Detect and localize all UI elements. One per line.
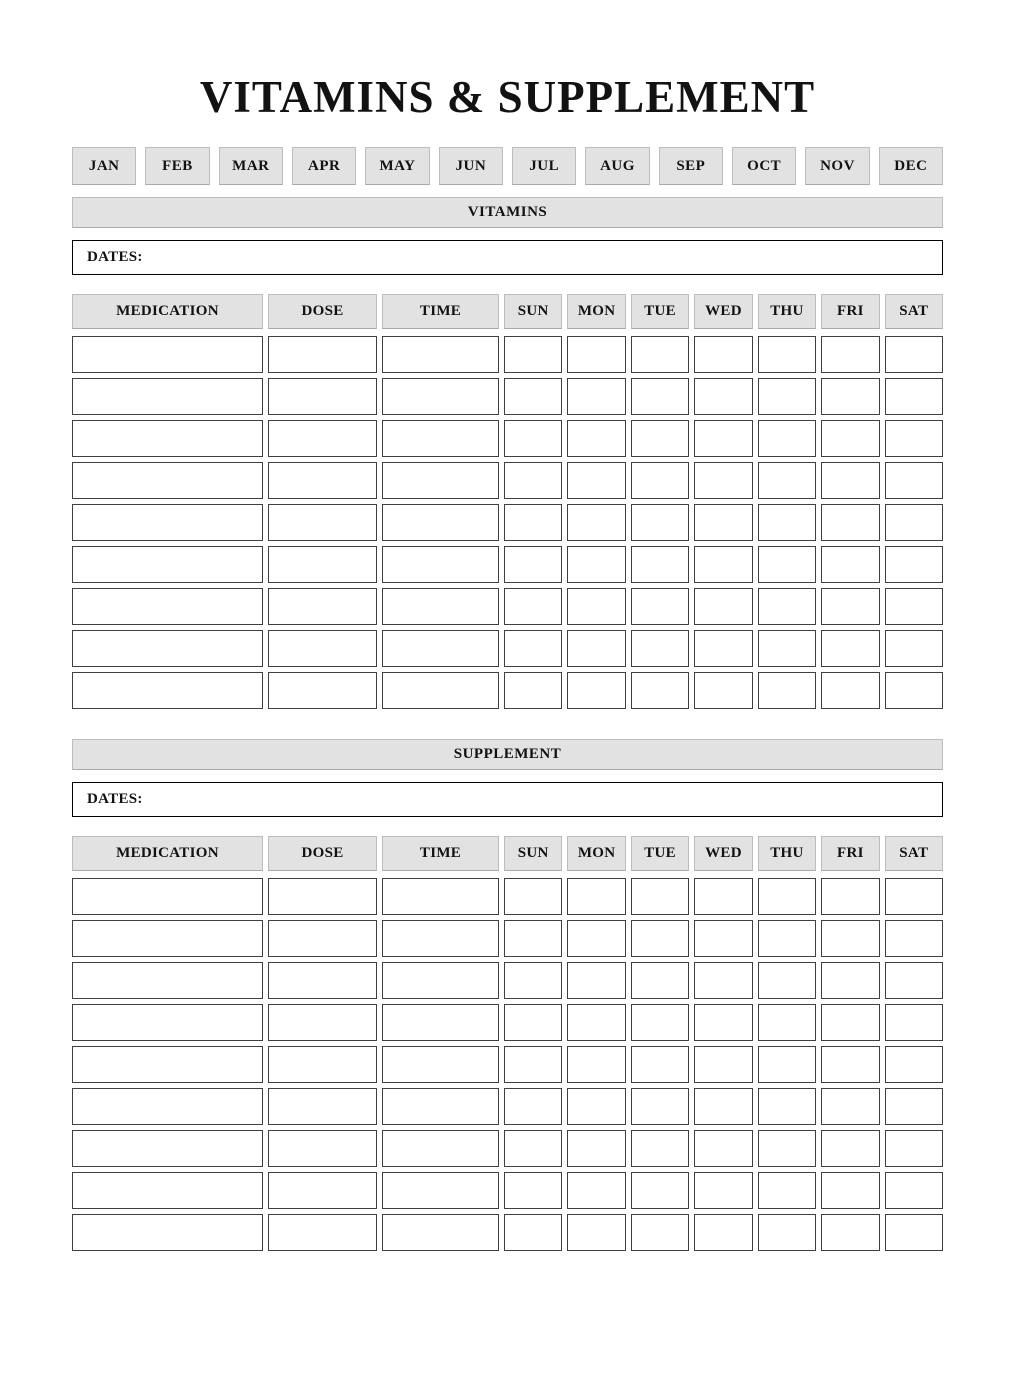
supplement-row9-wed-cell[interactable] bbox=[694, 1214, 752, 1251]
vitamins-row4-medication-cell[interactable] bbox=[72, 462, 263, 499]
supplement-row6-tue-cell[interactable] bbox=[631, 1088, 689, 1125]
supplement-row6-sun-cell[interactable] bbox=[504, 1088, 562, 1125]
supplement-row7-wed-cell[interactable] bbox=[694, 1130, 752, 1167]
supplement-row9-mon-cell[interactable] bbox=[567, 1214, 625, 1251]
supplement-row9-sat-cell[interactable] bbox=[885, 1214, 943, 1251]
vitamins-row9-thu-cell[interactable] bbox=[758, 672, 816, 709]
vitamins-row1-tue-cell[interactable] bbox=[631, 336, 689, 373]
supplement-row8-thu-cell[interactable] bbox=[758, 1172, 816, 1209]
vitamins-row6-fri-cell[interactable] bbox=[821, 546, 879, 583]
supplement-row6-mon-cell[interactable] bbox=[567, 1088, 625, 1125]
vitamins-row5-mon-cell[interactable] bbox=[567, 504, 625, 541]
vitamins-row7-sat-cell[interactable] bbox=[885, 588, 943, 625]
vitamins-row5-thu-cell[interactable] bbox=[758, 504, 816, 541]
supplement-row2-mon-cell[interactable] bbox=[567, 920, 625, 957]
supplement-row2-thu-cell[interactable] bbox=[758, 920, 816, 957]
vitamins-row3-wed-cell[interactable] bbox=[694, 420, 752, 457]
column-header-sat: SAT bbox=[885, 836, 943, 871]
vitamins-row5-tue-cell[interactable] bbox=[631, 504, 689, 541]
column-header-sat: SAT bbox=[885, 294, 943, 329]
month-tab-dec[interactable]: DEC bbox=[879, 147, 943, 185]
supplement-row9-dose-cell[interactable] bbox=[268, 1214, 377, 1251]
column-header-mon: MON bbox=[567, 836, 625, 871]
supplement-row6-time-cell[interactable] bbox=[382, 1088, 499, 1125]
supplement-row1-dose-cell[interactable] bbox=[268, 878, 377, 915]
vitamins-row3-time-cell[interactable] bbox=[382, 420, 499, 457]
supplement-row2-time-cell[interactable] bbox=[382, 920, 499, 957]
vitamins-row3-mon-cell[interactable] bbox=[567, 420, 625, 457]
month-tab-jun[interactable]: JUN bbox=[439, 147, 503, 185]
vitamins-row6-tue-cell[interactable] bbox=[631, 546, 689, 583]
planner-page bbox=[0, 74, 1024, 1400]
supplement-row5-thu-cell[interactable] bbox=[758, 1046, 816, 1083]
supplement-row8-mon-cell[interactable] bbox=[567, 1172, 625, 1209]
supplement-row1-wed-cell[interactable] bbox=[694, 878, 752, 915]
vitamins-row8-sat-cell[interactable] bbox=[885, 630, 943, 667]
supplement-row8-medication-cell[interactable] bbox=[72, 1172, 263, 1209]
supplement-row7-tue-cell[interactable] bbox=[631, 1130, 689, 1167]
vitamins-row2-fri-cell[interactable] bbox=[821, 378, 879, 415]
vitamins-row3-tue-cell[interactable] bbox=[631, 420, 689, 457]
column-header-medication: MEDICATION bbox=[72, 294, 263, 329]
vitamins-row8-time-cell[interactable] bbox=[382, 630, 499, 667]
supplement-row5-time-cell[interactable] bbox=[382, 1046, 499, 1083]
vitamins-row1-sun-cell[interactable] bbox=[504, 336, 562, 373]
supplement-row2-dose-cell[interactable] bbox=[268, 920, 377, 957]
supplement-row9-medication-cell[interactable] bbox=[72, 1214, 263, 1251]
vitamins-row1-medication-cell[interactable] bbox=[72, 336, 263, 373]
vitamins-row8-fri-cell[interactable] bbox=[821, 630, 879, 667]
supplement-table bbox=[72, 836, 943, 1251]
vitamins-row7-tue-cell[interactable] bbox=[631, 588, 689, 625]
supplement-row5-wed-cell[interactable] bbox=[694, 1046, 752, 1083]
vitamins-row6-medication-cell[interactable] bbox=[72, 546, 263, 583]
vitamins-row7-time-cell[interactable] bbox=[382, 588, 499, 625]
supplement-row8-dose-cell[interactable] bbox=[268, 1172, 377, 1209]
supplement-row4-sat-cell[interactable] bbox=[885, 1004, 943, 1041]
supplement-row2-fri-cell[interactable] bbox=[821, 920, 879, 957]
supplement-row6-dose-cell[interactable] bbox=[268, 1088, 377, 1125]
supplement-row3-dose-cell[interactable] bbox=[268, 962, 377, 999]
vitamins-row2-dose-cell[interactable] bbox=[268, 378, 377, 415]
vitamins-row5-medication-cell[interactable] bbox=[72, 504, 263, 541]
supplement-row3-sun-cell[interactable] bbox=[504, 962, 562, 999]
vitamins-row7-dose-cell[interactable] bbox=[268, 588, 377, 625]
vitamins-row4-sun-cell[interactable] bbox=[504, 462, 562, 499]
vitamins-row5-dose-cell[interactable] bbox=[268, 504, 377, 541]
supplement-row6-sat-cell[interactable] bbox=[885, 1088, 943, 1125]
supplement-row7-sun-cell[interactable] bbox=[504, 1130, 562, 1167]
supplement-row3-sat-cell[interactable] bbox=[885, 962, 943, 999]
vitamins-row5-time-cell[interactable] bbox=[382, 504, 499, 541]
month-tab-sep[interactable]: SEP bbox=[659, 147, 723, 185]
supplement-dates-field[interactable] bbox=[72, 782, 943, 817]
supplement-row6-medication-cell[interactable] bbox=[72, 1088, 263, 1125]
vitamins-table bbox=[72, 294, 943, 709]
supplement-row4-wed-cell[interactable] bbox=[694, 1004, 752, 1041]
vitamins-row7-sun-cell[interactable] bbox=[504, 588, 562, 625]
supplement-row5-dose-cell[interactable] bbox=[268, 1046, 377, 1083]
vitamins-row7-wed-cell[interactable] bbox=[694, 588, 752, 625]
supplement-row1-sun-cell[interactable] bbox=[504, 878, 562, 915]
column-header-medication: MEDICATION bbox=[72, 836, 263, 871]
month-tabs bbox=[72, 147, 943, 185]
vitamins-row7-mon-cell[interactable] bbox=[567, 588, 625, 625]
supplement-row2-wed-cell[interactable] bbox=[694, 920, 752, 957]
section-title: SUPPLEMENT bbox=[453, 746, 562, 763]
supplement-row5-tue-cell[interactable] bbox=[631, 1046, 689, 1083]
supplement-row8-time-cell[interactable] bbox=[382, 1172, 499, 1209]
supplement-row8-wed-cell[interactable] bbox=[694, 1172, 752, 1209]
supplement-row1-fri-cell[interactable] bbox=[821, 878, 879, 915]
vitamins-row2-time-cell[interactable] bbox=[382, 378, 499, 415]
vitamins-row9-medication-cell[interactable] bbox=[72, 672, 263, 709]
vitamins-row6-mon-cell[interactable] bbox=[567, 546, 625, 583]
vitamins-row8-wed-cell[interactable] bbox=[694, 630, 752, 667]
supplement-row2-tue-cell[interactable] bbox=[631, 920, 689, 957]
supplement-row7-mon-cell[interactable] bbox=[567, 1130, 625, 1167]
month-tab-aug[interactable]: AUG bbox=[585, 147, 649, 185]
supplement-row5-medication-cell[interactable] bbox=[72, 1046, 263, 1083]
supplement-row9-time-cell[interactable] bbox=[382, 1214, 499, 1251]
vitamins-row3-fri-cell[interactable] bbox=[821, 420, 879, 457]
vitamins-row2-medication-cell[interactable] bbox=[72, 378, 263, 415]
supplement-row9-tue-cell[interactable] bbox=[631, 1214, 689, 1251]
supplement-row8-sat-cell[interactable] bbox=[885, 1172, 943, 1209]
supplement-row5-sun-cell[interactable] bbox=[504, 1046, 562, 1083]
supplement-row4-mon-cell[interactable] bbox=[567, 1004, 625, 1041]
vitamins-row5-wed-cell[interactable] bbox=[694, 504, 752, 541]
column-header-dose: DOSE bbox=[268, 294, 377, 329]
vitamins-row1-thu-cell[interactable] bbox=[758, 336, 816, 373]
supplement-row2-medication-cell[interactable] bbox=[72, 920, 263, 957]
vitamins-row1-fri-cell[interactable] bbox=[821, 336, 879, 373]
supplement-row1-medication-cell[interactable] bbox=[72, 878, 263, 915]
vitamins-row6-time-cell[interactable] bbox=[382, 546, 499, 583]
column-header-wed: WED bbox=[694, 294, 752, 329]
supplement-row4-medication-cell[interactable] bbox=[72, 1004, 263, 1041]
supplement-row6-wed-cell[interactable] bbox=[694, 1088, 752, 1125]
supplement-row5-fri-cell[interactable] bbox=[821, 1046, 879, 1083]
vitamins-row8-medication-cell[interactable] bbox=[72, 630, 263, 667]
vitamins-row3-dose-cell[interactable] bbox=[268, 420, 377, 457]
vitamins-row2-mon-cell[interactable] bbox=[567, 378, 625, 415]
dates-label: DATES: bbox=[87, 249, 143, 266]
vitamins-row2-wed-cell[interactable] bbox=[694, 378, 752, 415]
vitamins-row3-sat-cell[interactable] bbox=[885, 420, 943, 457]
section-header-vitamins bbox=[72, 197, 943, 228]
dates-label: DATES: bbox=[87, 791, 143, 808]
supplement-row7-medication-cell[interactable] bbox=[72, 1130, 263, 1167]
vitamins-row9-mon-cell[interactable] bbox=[567, 672, 625, 709]
vitamins-row5-sat-cell[interactable] bbox=[885, 504, 943, 541]
vitamins-row5-sun-cell[interactable] bbox=[504, 504, 562, 541]
vitamins-row9-wed-cell[interactable] bbox=[694, 672, 752, 709]
month-tab-feb[interactable]: FEB bbox=[145, 147, 209, 185]
month-tab-nov[interactable]: NOV bbox=[805, 147, 869, 185]
vitamins-row4-fri-cell[interactable] bbox=[821, 462, 879, 499]
vitamins-row2-tue-cell[interactable] bbox=[631, 378, 689, 415]
supplement-row4-dose-cell[interactable] bbox=[268, 1004, 377, 1041]
supplement-row9-fri-cell[interactable] bbox=[821, 1214, 879, 1251]
column-header-thu: THU bbox=[758, 836, 816, 871]
supplement-row5-sat-cell[interactable] bbox=[885, 1046, 943, 1083]
month-tab-may[interactable]: MAY bbox=[365, 147, 429, 185]
vitamins-row9-fri-cell[interactable] bbox=[821, 672, 879, 709]
vitamins-row2-sun-cell[interactable] bbox=[504, 378, 562, 415]
vitamins-row1-time-cell[interactable] bbox=[382, 336, 499, 373]
vitamins-row8-thu-cell[interactable] bbox=[758, 630, 816, 667]
column-header-mon: MON bbox=[567, 294, 625, 329]
vitamins-row1-wed-cell[interactable] bbox=[694, 336, 752, 373]
vitamins-row3-thu-cell[interactable] bbox=[758, 420, 816, 457]
vitamins-row8-tue-cell[interactable] bbox=[631, 630, 689, 667]
supplement-row6-fri-cell[interactable] bbox=[821, 1088, 879, 1125]
supplement-row8-tue-cell[interactable] bbox=[631, 1172, 689, 1209]
supplement-row7-sat-cell[interactable] bbox=[885, 1130, 943, 1167]
vitamins-row4-wed-cell[interactable] bbox=[694, 462, 752, 499]
supplement-row2-sun-cell[interactable] bbox=[504, 920, 562, 957]
supplement-row3-medication-cell[interactable] bbox=[72, 962, 263, 999]
supplement-row7-time-cell[interactable] bbox=[382, 1130, 499, 1167]
page-title: VITAMINS & SUPPLEMENT bbox=[199, 72, 816, 122]
supplement-row3-tue-cell[interactable] bbox=[631, 962, 689, 999]
vitamins-row6-sun-cell[interactable] bbox=[504, 546, 562, 583]
vitamins-row3-sun-cell[interactable] bbox=[504, 420, 562, 457]
vitamins-row9-sun-cell[interactable] bbox=[504, 672, 562, 709]
vitamins-row4-sat-cell[interactable] bbox=[885, 462, 943, 499]
month-tab-mar[interactable]: MAR bbox=[219, 147, 283, 185]
vitamins-row1-sat-cell[interactable] bbox=[885, 336, 943, 373]
vitamins-row9-time-cell[interactable] bbox=[382, 672, 499, 709]
vitamins-row9-tue-cell[interactable] bbox=[631, 672, 689, 709]
vitamins-row5-fri-cell[interactable] bbox=[821, 504, 879, 541]
supplement-row8-fri-cell[interactable] bbox=[821, 1172, 879, 1209]
vitamins-row3-medication-cell[interactable] bbox=[72, 420, 263, 457]
column-header-dose: DOSE bbox=[268, 836, 377, 871]
column-header-tue: TUE bbox=[631, 836, 689, 871]
vitamins-row7-thu-cell[interactable] bbox=[758, 588, 816, 625]
vitamins-row6-dose-cell[interactable] bbox=[268, 546, 377, 583]
supplement-row8-sun-cell[interactable] bbox=[504, 1172, 562, 1209]
supplement-row1-tue-cell[interactable] bbox=[631, 878, 689, 915]
supplement-row9-thu-cell[interactable] bbox=[758, 1214, 816, 1251]
section-header-supplement bbox=[72, 739, 943, 770]
vitamins-dates-field[interactable] bbox=[72, 240, 943, 275]
supplement-row1-thu-cell[interactable] bbox=[758, 878, 816, 915]
supplement-row6-thu-cell[interactable] bbox=[758, 1088, 816, 1125]
vitamins-row4-time-cell[interactable] bbox=[382, 462, 499, 499]
vitamins-row1-dose-cell[interactable] bbox=[268, 336, 377, 373]
supplement-row7-dose-cell[interactable] bbox=[268, 1130, 377, 1167]
vitamins-row2-thu-cell[interactable] bbox=[758, 378, 816, 415]
supplement-row3-fri-cell[interactable] bbox=[821, 962, 879, 999]
supplement-row7-thu-cell[interactable] bbox=[758, 1130, 816, 1167]
column-header-fri: FRI bbox=[821, 836, 879, 871]
column-header-time: TIME bbox=[382, 836, 499, 871]
column-header-tue: TUE bbox=[631, 294, 689, 329]
vitamins-row4-mon-cell[interactable] bbox=[567, 462, 625, 499]
vitamins-row6-sat-cell[interactable] bbox=[885, 546, 943, 583]
vitamins-row9-sat-cell[interactable] bbox=[885, 672, 943, 709]
supplement-row9-sun-cell[interactable] bbox=[504, 1214, 562, 1251]
month-tab-oct[interactable]: OCT bbox=[732, 147, 796, 185]
month-tab-jul[interactable]: JUL bbox=[512, 147, 576, 185]
month-tab-jan[interactable]: JAN bbox=[72, 147, 136, 185]
section-title: VITAMINS bbox=[467, 204, 548, 221]
supplement-row4-sun-cell[interactable] bbox=[504, 1004, 562, 1041]
supplement-row3-thu-cell[interactable] bbox=[758, 962, 816, 999]
vitamins-row7-medication-cell[interactable] bbox=[72, 588, 263, 625]
supplement-row3-time-cell[interactable] bbox=[382, 962, 499, 999]
column-header-fri: FRI bbox=[821, 294, 879, 329]
column-header-wed: WED bbox=[694, 836, 752, 871]
vitamins-row4-dose-cell[interactable] bbox=[268, 462, 377, 499]
supplement-row4-tue-cell[interactable] bbox=[631, 1004, 689, 1041]
vitamins-row4-tue-cell[interactable] bbox=[631, 462, 689, 499]
vitamins-row2-sat-cell[interactable] bbox=[885, 378, 943, 415]
vitamins-row8-mon-cell[interactable] bbox=[567, 630, 625, 667]
supplement-row3-mon-cell[interactable] bbox=[567, 962, 625, 999]
vitamins-row7-fri-cell[interactable] bbox=[821, 588, 879, 625]
column-header-time: TIME bbox=[382, 294, 499, 329]
supplement-row4-time-cell[interactable] bbox=[382, 1004, 499, 1041]
supplement-row1-time-cell[interactable] bbox=[382, 878, 499, 915]
supplement-row3-wed-cell[interactable] bbox=[694, 962, 752, 999]
vitamins-row8-dose-cell[interactable] bbox=[268, 630, 377, 667]
supplement-row2-sat-cell[interactable] bbox=[885, 920, 943, 957]
column-header-sun: SUN bbox=[504, 836, 562, 871]
vitamins-row9-dose-cell[interactable] bbox=[268, 672, 377, 709]
vitamins-row4-thu-cell[interactable] bbox=[758, 462, 816, 499]
vitamins-row6-wed-cell[interactable] bbox=[694, 546, 752, 583]
column-header-sun: SUN bbox=[504, 294, 562, 329]
vitamins-row8-sun-cell[interactable] bbox=[504, 630, 562, 667]
vitamins-row1-mon-cell[interactable] bbox=[567, 336, 625, 373]
column-header-thu: THU bbox=[758, 294, 816, 329]
month-tab-apr[interactable]: APR bbox=[292, 147, 356, 185]
supplement-row1-sat-cell[interactable] bbox=[885, 878, 943, 915]
supplement-row5-mon-cell[interactable] bbox=[567, 1046, 625, 1083]
supplement-row4-thu-cell[interactable] bbox=[758, 1004, 816, 1041]
vitamins-row6-thu-cell[interactable] bbox=[758, 546, 816, 583]
supplement-row7-fri-cell[interactable] bbox=[821, 1130, 879, 1167]
supplement-row4-fri-cell[interactable] bbox=[821, 1004, 879, 1041]
supplement-row1-mon-cell[interactable] bbox=[567, 878, 625, 915]
